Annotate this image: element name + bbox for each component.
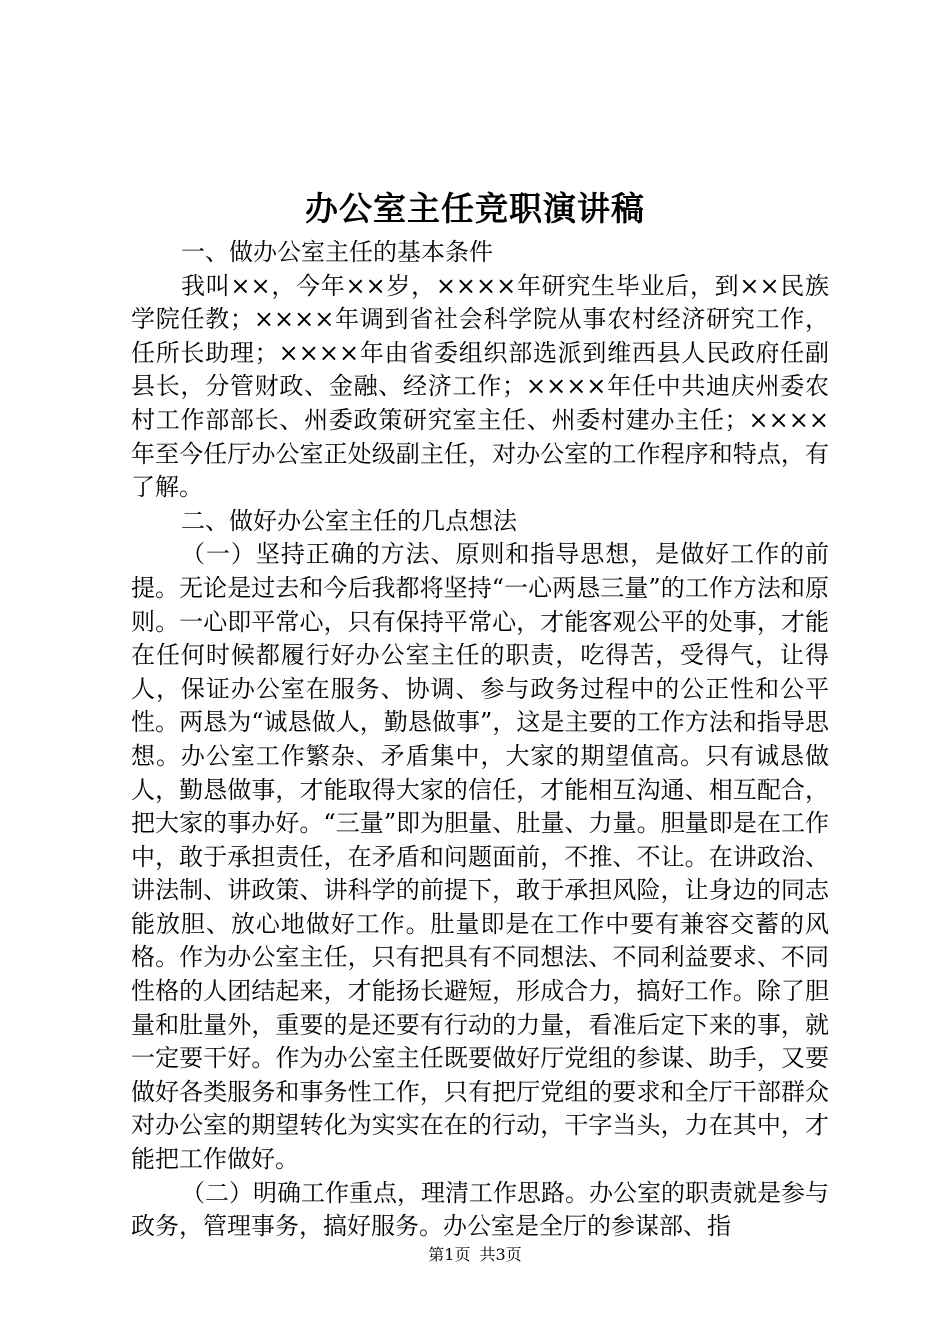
page-total: 共3页 xyxy=(479,1245,522,1264)
body-paragraph: 我叫××，今年××岁，××××年研究生毕业后，到××民族学院任教；××××年调到省社会科学院从事农村经济研究工作，任所长助理；××××年由省委组织部选派到维西县人民政府任副县长，分管财政、金融、经济工作；××××年任中共迪庆州委农村工作部部长、州委政策研究室主任、州委村建办主任；××××年至今任厅办公室正处级副主任，对办公室的工作程序和特点，有了解。 xyxy=(131,271,829,502)
body-paragraph: （二）明确工作重点，理清工作思路。办公室的职责就是参与政务，管理事务，搞好服务。办公室是全厅的参谋部、指 xyxy=(131,1178,829,1241)
page-number: 第1页 xyxy=(428,1245,471,1264)
section-heading-1: 一、做办公室主任的基本条件 xyxy=(181,238,493,266)
page-footer xyxy=(0,1244,950,1266)
body-paragraph: （一）坚持正确的方法、原则和指导思想，是做好工作的前提。无论是过去和今后我都将坚持“一心两恳三量”的工作方法和原则。一心即平常心，只有保持平常心，才能客观公平的处事，才能在任何时候都履行好办公室主任的职责，吃得苦，受得气，让得人，保证办公室在服务、协调、参与政务过程中的公正性和公平性。两恳为“诚恳做人，勤恳做事”，这是主要的工作方法和指导思想。办公室工作繁杂、矛盾集中，大家的期望值高。只有诚恳做人，勤恳做事，才能取得大家的信任，才能相互沟通、相互配合，把大家的事办好。“三量”即为胆量、肚量、力量。胆量即是在工作中，敢于承担责任，在矛盾和问题面前，不推、不让。在讲政治、讲法制、讲政策、讲科学的前提下，敢于承担风险，让身边的同志能放胆、放心地做好工作。肚量即是在工作中要有兼容交蓄的风格。作为办公室主任，只有把具有不同想法、不同利益要求、不同性格的人团结起来，才能扬长避短，形成合力，搞好工作。除了胆量和肚量外，重要的是还要有行动的力量，看准后定下来的事，就一定要干好。作为办公室主任既要做好厅党组的参谋、助手，又要做好各类服务和事务性工作，只有把厅党组的要求和全厅干部群众对办公室的期望转化为实实在在的行动，干字当头，力在其中，才能把工作做好。 xyxy=(131,540,829,1174)
section-heading-2: 二、做好办公室主任的几点想法 xyxy=(181,506,517,535)
document-body xyxy=(131,236,829,1244)
document-title: 办公室主任竞职演讲稿 xyxy=(305,189,645,228)
